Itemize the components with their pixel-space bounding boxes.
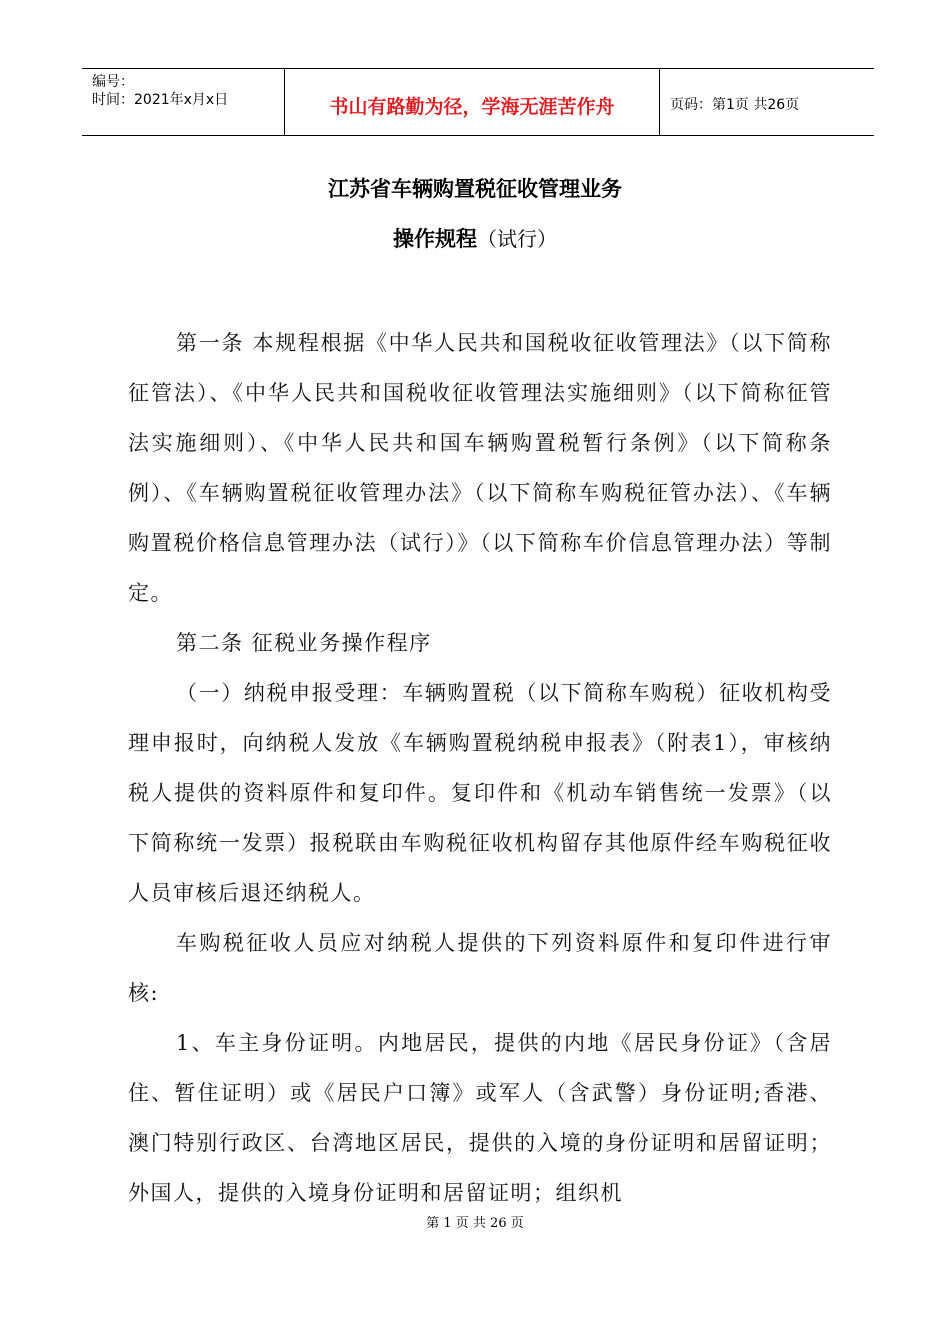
page-footer: 第 1 页 共 26 页 <box>426 1216 524 1231</box>
document-body <box>128 318 832 1218</box>
paragraph-article-2-heading: 第二条 征税业务操作程序 <box>176 631 432 655</box>
time-label: 时间：2021年x月x日 <box>92 92 229 108</box>
number-label: 编号： <box>92 74 134 90</box>
paragraph-article-1: 第一条 本规程根据《中华人民共和国税收征收管理法》（以下简称征管法）、《中华人民共和国税收征收管理法实施细则》（以下简称征管法实施细则）、《中华人民共和国车辆购置税暂行条例》（以下简称条例）、《车辆购置税征收管理办法》（以下简称车购税征管办法）、《车辆购置税价格信息管理办法（试行）》（以下简称车价信息管理办法）等制定。 <box>128 331 832 605</box>
header-table <box>82 68 874 136</box>
header-meta-cell <box>82 69 285 135</box>
paragraph-owner-id: 1、车主身份证明。内地居民，提供的内地《居民身份证》（含居住、暂住证明）或《居民户口簿》或军人（含武警）身份证明;香港、澳门特别行政区、台湾地区居民，提供的入境的身份证明和居留证明；外国人，提供的入境身份证明和居留证明；组织机 <box>128 1031 832 1205</box>
paragraph-declaration-acceptance: （一）纳税申报受理：车辆购置税（以下简称车购税）征收机构受理申报时，向纳税人发放《车辆购置税纳税申报表》（附表1），审核纳税人提供的资料原件和复印件。复印件和《机动车销售统一发票》（以下简称统一发票）报税联由车购税征收机构留存其他原件经车购税征收人员审核后退还纳税人。 <box>128 681 832 905</box>
paragraph-review-intro: 车购税征收人员应对纳税人提供的下列资料原件和复印件进行审核: <box>128 931 832 1005</box>
header-page-info: 页码：第1页 共26页 <box>670 97 800 113</box>
document-title-line2 <box>0 223 950 253</box>
document-title-sub: （试行） <box>477 227 557 251</box>
document-title-main: 操作规程 <box>393 227 477 251</box>
document-title-line1: 江苏省车辆购置税征收管理业务 <box>328 177 622 201</box>
header-motto: 书山有路勤为径，学海无涯苦作舟 <box>285 69 660 135</box>
